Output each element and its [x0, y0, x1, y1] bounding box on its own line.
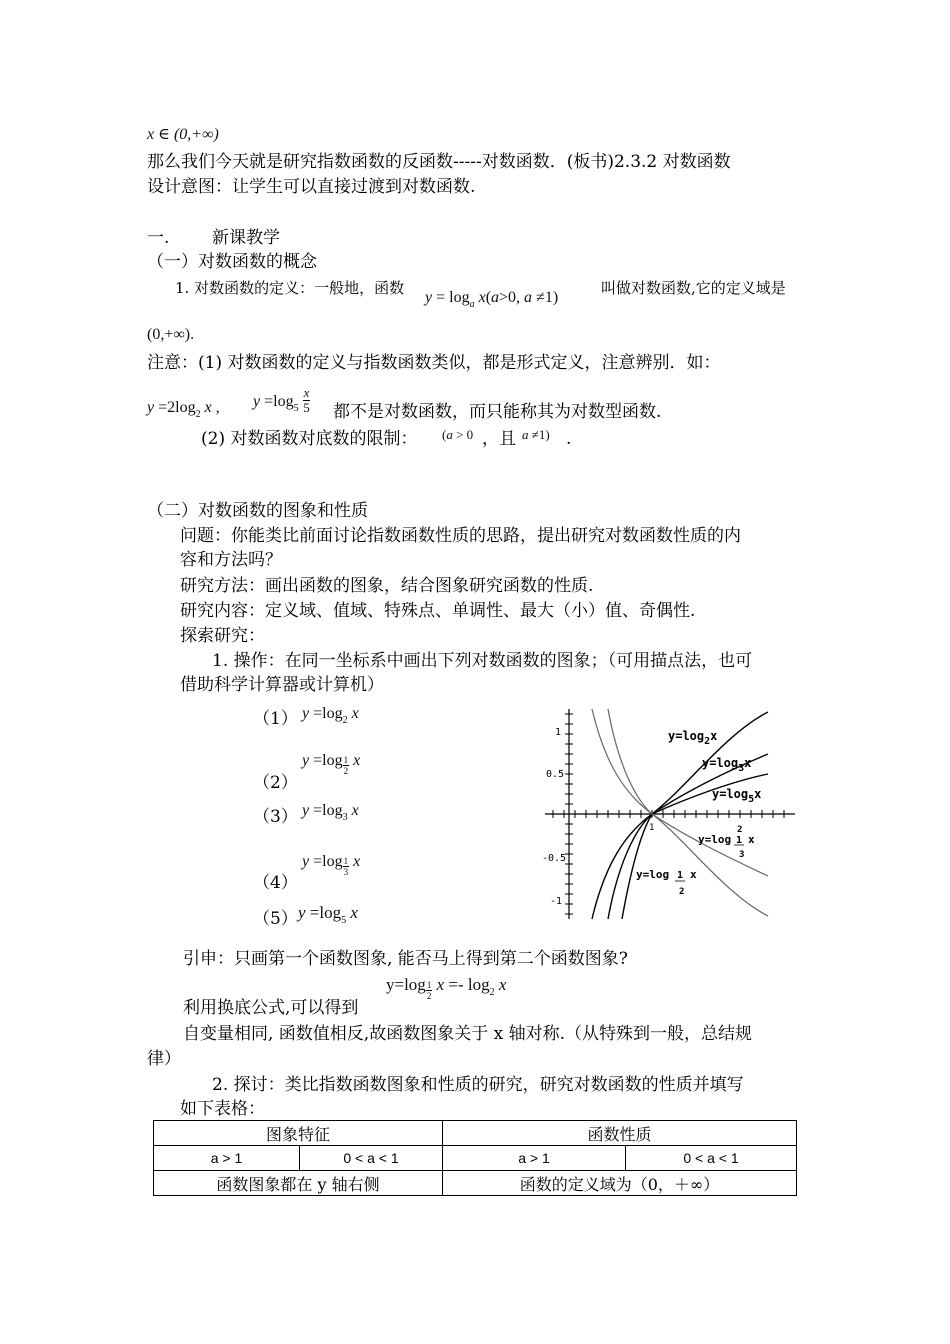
- label-log1-3-frac: 2: [737, 825, 743, 835]
- change-base-formula: y=log $\frac{1}{2}$ $x =- \log_2 x$: [386, 975, 507, 1001]
- subsection-2-heading: （二）对数函数的图象和性质: [147, 501, 368, 521]
- operation-line-2: 借助科学计算器或计算机）: [180, 675, 384, 695]
- tick-y-neg-0-5: -0.5: [542, 853, 567, 864]
- note-1: 注意：(1) 对数函数的定义与指数函数类似，都是形式定义，注意辨别．如：: [147, 353, 721, 373]
- note-2-prefix: (2) 对数函数对底数的限制：: [201, 429, 418, 449]
- label-log1-3-x: x: [748, 833, 755, 846]
- label-log1-2: y=log: [636, 868, 670, 881]
- label-log5: $y=\log_5x$: [712, 787, 762, 805]
- change-base-text: 利用换底公式,可以得到: [183, 998, 359, 1018]
- item-2-formula: y =log $\frac{1}{2}$ x: [302, 752, 361, 776]
- condition-1: (a > 0: [442, 427, 474, 442]
- section-1-number: 一.: [147, 228, 170, 248]
- example-1: $y =2\log_2$ x ,: [147, 399, 220, 420]
- tick-y-neg-1: -1: [550, 896, 563, 907]
- item-5-formula: $y =\log_5$ x: [298, 903, 358, 926]
- table-cell-a-gt-1: a > 1: [154, 1146, 300, 1171]
- table-cell-a-between-b: 0 < a < 1: [626, 1146, 797, 1171]
- research-content: 研究内容：定义域、值域、特殊点、单调性、最大（小）值、奇偶性.: [180, 601, 696, 621]
- item-1-formula: $y =\log_2$ x: [302, 705, 359, 726]
- logarithm-graph: [540, 704, 800, 926]
- explore-label: 探索研究：: [180, 626, 265, 646]
- item-2-number: （2）: [253, 773, 298, 793]
- table-header-properties: 函数性质: [443, 1121, 797, 1146]
- question-line-2: 容和方法吗？: [180, 550, 282, 570]
- lead-in: 引申：只画第一个函数图象, 能否马上得到第二个函数图象?: [183, 949, 628, 969]
- label-log1-3-den: 3: [739, 850, 745, 860]
- explore-2-line-1: 2. 探讨：类比指数函数图象和性质的研究，研究对数函数的性质并填写: [212, 1075, 744, 1095]
- research-method: 研究方法：画出函数的图象，结合图象研究函数的性质.: [180, 576, 594, 596]
- table-cell-a-gt-1-b: a > 1: [443, 1146, 626, 1171]
- symmetry-line-1: 自变量相同, 函数值相反,故函数图象关于 x 轴对称.（从特殊到一般，总结规: [183, 1024, 753, 1044]
- table-cell-a-between: 0 < a < 1: [300, 1146, 443, 1171]
- intro-line-1: 那么我们今天就是研究指数函数的反函数-----对数函数．(板书)2.3.2 对数函数: [147, 152, 731, 172]
- label-log3: $y=\log_3x$: [702, 756, 752, 774]
- item-3-formula: $y =\log_3$ x: [302, 802, 359, 823]
- label-log1-2-den: 2: [679, 887, 685, 897]
- curve-log3: [608, 754, 768, 919]
- tick-y-0-5: 0.5: [546, 769, 565, 780]
- domain-expression: x ∈ (0,+∞): [147, 126, 219, 143]
- definition-domain: (0,+∞).: [147, 326, 195, 343]
- tick-y-1: 1: [555, 727, 562, 738]
- definition-prefix: 1. 对数函数的定义：一般地，函数: [175, 279, 405, 297]
- definition-suffix: 叫做对数函数,它的定义域是: [601, 279, 786, 297]
- item-3-number: （3）: [253, 807, 298, 827]
- label-log1-2-x: x: [690, 868, 697, 881]
- item-4-number: （4）: [253, 873, 298, 893]
- table-header-graph: 图象特征: [154, 1121, 443, 1146]
- condition-and: ，且: [482, 429, 516, 449]
- label-log1-3: y=log: [698, 833, 732, 846]
- question-line-1: 问题：你能类比前面讨论指数函数性质的思路，提出研究对数函数性质的内: [180, 526, 741, 546]
- intro-line-2: 设计意图：让学生可以直接过渡到对数函数.: [147, 177, 476, 197]
- item-5-number: （5）: [253, 909, 298, 929]
- item-1-number: （1）: [253, 709, 298, 729]
- subsection-1-heading: （一）对数函数的概念: [147, 252, 317, 272]
- table-row-graph: 函数图象都在 y 轴右侧: [154, 1171, 443, 1196]
- item-4-formula: y =log $\frac{1}{3}$ x: [302, 853, 361, 877]
- example-suffix: 都不是对数函数，而只能称其为对数型函数.: [333, 402, 662, 422]
- example-2: $y =\log_5$ $\frac{x}{5}$: [253, 385, 310, 415]
- condition-2: a ≠1): [522, 427, 550, 442]
- label-log2: $y=\log_2x$: [668, 729, 718, 747]
- note-2-end: .: [566, 429, 572, 449]
- explore-2-line-2: 如下表格：: [180, 1099, 265, 1119]
- properties-table: [153, 1120, 797, 1196]
- operation-line-1: 1. 操作：在同一坐标系中画出下列对数函数的图象；（可用描点法，也可: [212, 651, 753, 671]
- label-log1-3-num: 1: [736, 835, 743, 846]
- section-1-heading: 新课教学: [212, 228, 280, 248]
- symmetry-line-2: 律）: [147, 1049, 181, 1069]
- tick-x-1: 1: [649, 823, 655, 833]
- definition-formula: $y = \log_a x(a>0$, a ≠1): [425, 289, 559, 310]
- label-log1-2-num: 1: [677, 870, 684, 881]
- table-row-domain: 函数的定义域为（0，＋∞）: [443, 1171, 797, 1196]
